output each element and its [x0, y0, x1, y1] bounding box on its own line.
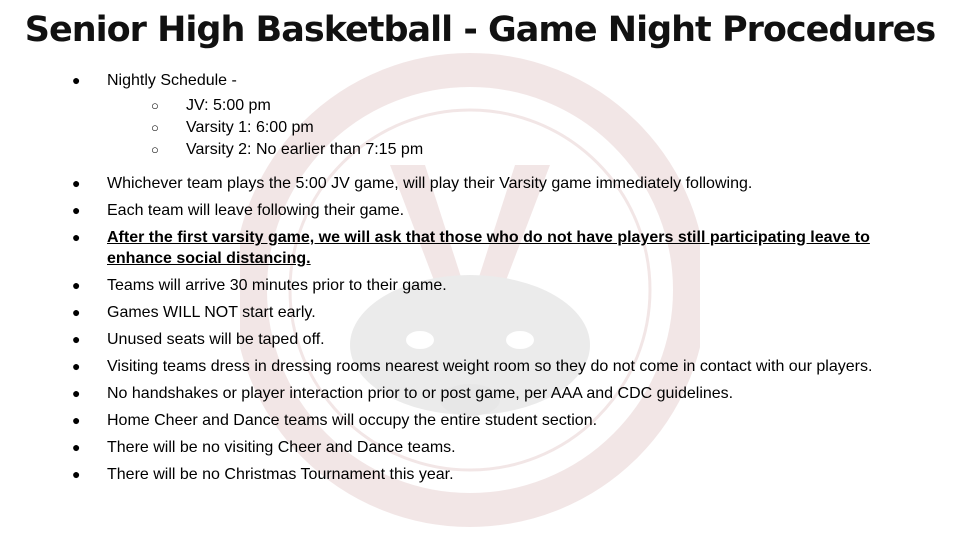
list-item [72, 329, 892, 350]
list-item [72, 437, 892, 458]
list-item [72, 173, 892, 194]
list-item-text: No handshakes or player interaction prior to or post game, per AAA and CDC guidelines. [107, 385, 734, 402]
list-item [72, 410, 892, 431]
list-item [72, 200, 892, 221]
list-item-text: Unused seats will be taped off. [107, 331, 325, 348]
hollow-bullet-icon: ○ [151, 120, 159, 135]
bullet-icon: ● [72, 304, 81, 320]
list-item [72, 275, 892, 296]
procedure-list [72, 70, 892, 491]
list-item [72, 356, 892, 377]
hollow-bullet-icon: ○ [151, 98, 159, 113]
list-item-text: Nightly Schedule - [107, 72, 237, 89]
list-item [72, 464, 892, 485]
schedule-jv: JV: 5:00 pm [186, 97, 271, 114]
bullet-icon: ● [72, 202, 81, 218]
bullet-icon: ● [72, 229, 81, 245]
bullet-icon: ● [72, 412, 81, 428]
list-item-text: Games WILL NOT start early. [107, 304, 316, 321]
bullet-icon: ● [72, 358, 81, 374]
schedule-sublist [151, 95, 892, 161]
list-item-text: Each team will leave following their game. [107, 202, 405, 219]
sublist-item [151, 117, 892, 139]
list-item-text: There will be no visiting Cheer and Dance teams. [107, 439, 456, 456]
list-item-text: Teams will arrive 30 minutes prior to their game. [107, 277, 447, 294]
hollow-bullet-icon: ○ [151, 142, 159, 157]
sublist-item [151, 139, 892, 161]
sublist-item [151, 95, 892, 117]
slide-title: Senior High Basketball - Game Night Procedures [24, 10, 936, 50]
bullet-icon: ● [72, 439, 81, 455]
schedule-varsity-1: Varsity 1: 6:00 pm [186, 119, 314, 136]
bullet-icon: ● [72, 331, 81, 347]
list-item [72, 70, 892, 167]
list-item-text: There will be no Christmas Tournament this year. [107, 466, 454, 483]
list-item [72, 302, 892, 323]
list-item-emphasized [72, 227, 892, 269]
list-item-text: Whichever team plays the 5:00 JV game, will play their Varsity game immediately following. [107, 175, 753, 192]
bullet-icon: ● [72, 385, 81, 401]
list-item-text: Visiting teams dress in dressing rooms nearest weight room so they do not come in contact with our players. [107, 358, 873, 375]
list-item-text: After the first varsity game, we will ask that those who do not have players still participating leave to enhance social distancing. [107, 229, 870, 267]
bullet-icon: ● [72, 466, 81, 482]
bullet-icon: ● [72, 72, 81, 88]
bullet-icon: ● [72, 175, 81, 191]
list-item [72, 383, 892, 404]
bullet-icon: ● [72, 277, 81, 293]
list-item-text: Home Cheer and Dance teams will occupy the entire student section. [107, 412, 598, 429]
schedule-varsity-2: Varsity 2: No earlier than 7:15 pm [186, 141, 424, 158]
